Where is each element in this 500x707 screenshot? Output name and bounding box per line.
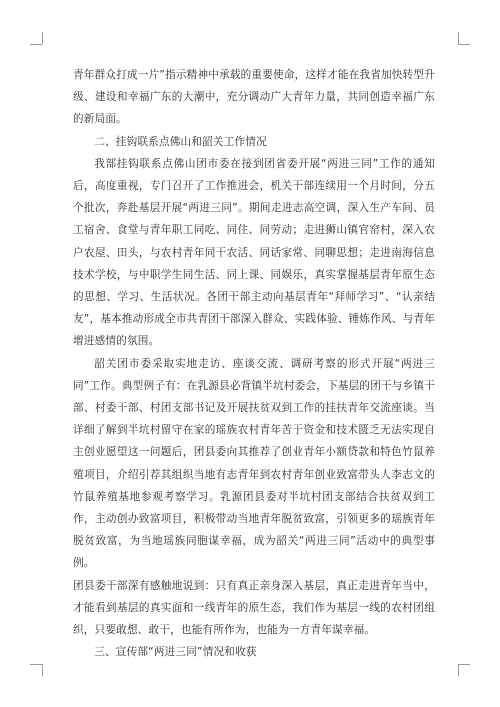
crop-mark-top-left-vertical (42, 32, 43, 44)
paragraph-quote: 团县委干部深有感触地说到：只有真正亲身深入基层，真正走进青年当中，才能看到基层的真实面和一线青年的原生态，我们作为基层一线的农村团组织，只要敢想、敢干，也能有所作为，也能为一方青年谋幸福。 (73, 579, 435, 637)
section-heading-two: 二、挂钩联系点佛山和韶关工作情况 (94, 135, 267, 148)
crop-mark-bottom-right-vertical (458, 664, 459, 676)
crop-mark-bottom-left-horizontal (30, 664, 42, 665)
paragraph-continuation: 青年群众打成一片”指示精神中承载的重要使命，这样才能在我省加快转型升级、建设和幸福广东的大潮中，充分调动广大青年力量，共同创造幸福广东的新局面。 (73, 69, 435, 126)
crop-mark-bottom-left-vertical (42, 664, 43, 676)
document-body (73, 64, 435, 663)
section-heading-three: 三、宣传部“两进三同”情况和收获 (94, 646, 257, 659)
paragraph-foshan: 我部挂钩联系点佛山团市委在接到团省委开展“两进三同”工作的通知后，高度重视，专门召开了工作推进会，机关干部连续用一个月时间，分五个批次，奔赴基层开展“两进三同”。期间走进志高空调，深入生产车间、员工宿舍、食堂与青年职工同吃、同住、同劳动；走进狮山镇官窑村，深入农户农屋、田头，与农村青年同干农活、同话家常、同聊思想；走进南海信息技术学校，与中职学生同生活、同上课、同娱乐，真实掌握基层青年原生态的思想、学习、生活状况。各团干部主动向基层青年“拜师学习”、“认亲结友”，基本推动形成全市共青团干部深入群众、实践体验、锤炼作风、与青年增进感情的氛围。 (73, 157, 435, 348)
crop-mark-bottom-right-horizontal (458, 664, 470, 665)
crop-mark-top-left-horizontal (30, 44, 42, 45)
crop-mark-top-right-horizontal (458, 44, 470, 45)
crop-mark-top-right-vertical (458, 32, 459, 44)
paragraph-shaoguan: 韶关团市委采取实地走访、座谈交流、调研考察的形式开展“两进三同”工作。典型例子有：在乳源县必背镇半坑村委会，下基层的团干与乡镇干部、村委干部、村团支部书记及开展扶贫双到工作的挂扶青年交流座谈。当详细了解到半坑村留守在家的瑶族农村青年苦于资金和技术匮乏无法实现自主创业愿望这一问题后，团县委向其推荐了创业青年小额贷款和特色竹鼠养殖项目，介绍引荐其组织当地有志青年到农村青年创业致富带头人李志文的竹鼠养殖基地参观考察学习。乳源团县委对半坑村团支部结合扶贫双到工作，主动创办致富项目，积极带动当地青年脱贫致富，引领更多的瑶族青年脱贫致富，为当地瑶族同胞谋幸福，成为韶关“两进三同”活动中的典型事例。 (73, 357, 435, 570)
